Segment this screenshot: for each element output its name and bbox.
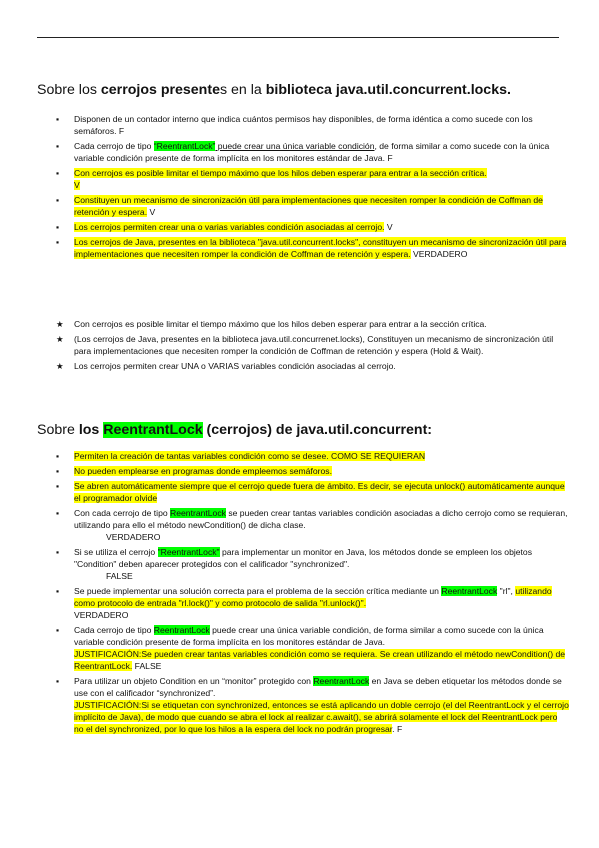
item-text: Disponen de un contador interno que indica cuántos permisos hay disponibles, de forma idéntica a como sucede con los semáforos. F bbox=[74, 114, 533, 136]
green-highlight: “ReentrantLock” bbox=[153, 141, 216, 151]
star-bullet-icon: ★ bbox=[56, 334, 64, 344]
item-text: , de forma similar a como sucede con la única variable condición presente de forma implícita en los monitores estándar de Java. F bbox=[74, 141, 550, 163]
heading-bold: los bbox=[78, 422, 104, 438]
list-item bbox=[0, 546, 599, 582]
list-item bbox=[0, 450, 599, 462]
section2-list bbox=[0, 450, 599, 738]
square-bullet-icon: ▪ bbox=[56, 222, 60, 232]
square-bullet-icon: ▪ bbox=[56, 195, 60, 205]
answer-label: V bbox=[147, 207, 156, 217]
list-item bbox=[0, 465, 599, 477]
list-item bbox=[0, 624, 599, 672]
square-bullet-icon: ▪ bbox=[56, 237, 60, 247]
list-item bbox=[0, 236, 599, 260]
answer-label: FALSE bbox=[106, 571, 133, 581]
item-text: Si se utiliza el cerrojo bbox=[74, 547, 158, 557]
justification-highlight: JUSTIFICACIÓN:Si se etiquetan con synchronized, entonces se está aplicando un doble cerrojo (el del ReentrantLock y el cerrojo implícito de Java), de modo que cuando se abra el lock al realizar c.await(), se abrirá solamente el lock del ReentrantLock pero no el del synchronized, por lo que los hilos a la espera del lock no podrán progresar bbox=[74, 700, 569, 734]
answer-label: VERDADERO bbox=[106, 532, 161, 542]
top-divider-line bbox=[37, 37, 559, 38]
heading-green-highlight: ReentrantLock bbox=[103, 422, 203, 438]
answer-label: FALSE bbox=[132, 661, 162, 671]
item-text: Con cerrojos es posible limitar el tiempo máximo que los hilos deben esperar para entrar a la sección crítica. bbox=[74, 319, 487, 329]
square-bullet-icon: ▪ bbox=[56, 168, 60, 178]
heading-part: Sobre los bbox=[37, 82, 101, 98]
square-bullet-icon: ▪ bbox=[56, 466, 60, 476]
yellow-highlight: Con cerrojos es posible limitar el tiempo máximo que los hilos deben esperar para entrar a la sección crítica. bbox=[74, 168, 487, 178]
answer-label: VERDADERO bbox=[410, 249, 468, 259]
answer-label: . F bbox=[392, 724, 403, 734]
item-text: Cada cerrojo de tipo bbox=[74, 625, 154, 635]
list-item bbox=[0, 140, 599, 164]
list-item bbox=[0, 113, 599, 137]
list-item bbox=[0, 167, 599, 191]
square-bullet-icon: ▪ bbox=[56, 451, 60, 461]
item-text: Los cerrojos permiten crear UNA o VARIAS variables condición asociadas al cerrojo. bbox=[74, 361, 396, 371]
green-highlight: "ReentrantLock" bbox=[157, 547, 220, 557]
list-item bbox=[0, 360, 599, 372]
heading-bold: (cerrojos) de java.util.concurrent: bbox=[202, 422, 433, 438]
justification-highlight: JUSTIFICACIÓN:Se pueden crear tantas variables condición como se requiera. Se crean utilizando el método newCondition() de ReentrantLock. bbox=[74, 649, 566, 671]
square-bullet-icon: ▪ bbox=[56, 508, 60, 518]
section1-list bbox=[0, 113, 599, 263]
square-bullet-icon: ▪ bbox=[56, 141, 60, 151]
section1-heading bbox=[37, 82, 511, 98]
yellow-highlight: Los cerrojos de Java, presentes en la biblioteca "java.util.concurrent.locks", constituyen un mecanismo de sincronización útil para implementaciones que necesiten romper la condición de Coffman de retención y espera. bbox=[74, 237, 567, 259]
item-text: puede crear una única variable condición, de forma similar a como sucede con la única variable condición presente de forma implícita en los monitores estándar de Java. bbox=[74, 625, 544, 647]
green-highlight: ReentrantLock bbox=[441, 586, 498, 596]
green-highlight: ReentrantLock bbox=[313, 676, 370, 686]
answer-label: V bbox=[74, 180, 80, 190]
section1-star-list bbox=[0, 318, 599, 375]
heading-bold: biblioteca java.util.concurrent.locks. bbox=[265, 82, 511, 98]
yellow-highlight: Constituyen un mecanismo de sincronización útil para implementaciones que necesiten romper la condición de Coffman de retención y espera. bbox=[74, 195, 543, 217]
yellow-highlight: Se abren automáticamente siempre que el cerrojo quede fuera de ámbito. Es decir, se ejecuta unlock() automáticamente aunque el programador olvide bbox=[74, 481, 565, 503]
star-bullet-icon: ★ bbox=[56, 361, 64, 371]
list-item bbox=[0, 318, 599, 330]
yellow-highlight: Permiten la creación de tantas variables condición como se desee. COMO SE REQUIERAN bbox=[74, 451, 426, 461]
item-text: Con cada cerrojo de tipo bbox=[74, 508, 171, 518]
list-item bbox=[0, 507, 599, 543]
list-item bbox=[0, 221, 599, 233]
answer-label: V bbox=[384, 222, 393, 232]
answer-label: VERDADERO bbox=[74, 610, 129, 620]
item-text: "rl", bbox=[497, 586, 516, 596]
list-item bbox=[0, 194, 599, 218]
item-text: para implementar un monitor en Java, los métodos donde se empleen los objetos "Condition" deben aparecer protegidos con el calificador "synchronized". bbox=[74, 547, 533, 569]
yellow-highlight: utilizando como protocolo de entrada "rl.lock()" y como protocolo de salida "rl.unlock()". bbox=[74, 586, 552, 608]
item-text: en Java se deben etiquetar los métodos donde se use con el calificador “synchronized”. bbox=[74, 676, 562, 698]
star-bullet-icon: ★ bbox=[56, 319, 64, 329]
item-text: Para utilizar un objeto Condition en un “monitor” protegido con bbox=[74, 676, 314, 686]
square-bullet-icon: ▪ bbox=[56, 481, 60, 491]
heading-part: s en la bbox=[219, 82, 266, 98]
list-item bbox=[0, 585, 599, 621]
item-text: (Los cerrojos de Java, presentes en la biblioteca java.util.concurrenet.locks), Constituyen un mecanismo de sincronización útil para implementaciones que necesiten romper la condición de Coffman de retención y espera (Hold & Wait). bbox=[74, 334, 554, 356]
square-bullet-icon: ▪ bbox=[56, 586, 60, 596]
item-text: se pueden crear tantas variables condición asociadas a dicho cerrojo como se requieran, utilizando para ello el método newCondition() de dicha clase. bbox=[74, 508, 568, 530]
green-highlight: ReentrantLock bbox=[170, 508, 226, 518]
list-item bbox=[0, 333, 599, 357]
square-bullet-icon: ▪ bbox=[56, 625, 60, 635]
section2-heading bbox=[37, 422, 432, 438]
square-bullet-icon: ▪ bbox=[56, 547, 60, 557]
square-bullet-icon: ▪ bbox=[56, 676, 60, 686]
heading-part: Sobre bbox=[37, 422, 79, 438]
heading-bold: cerrojos presente bbox=[100, 82, 220, 98]
underlined-text: puede crear una única variable condición bbox=[215, 141, 375, 151]
yellow-highlight: Los cerrojos permiten crear una o varias variables condición asociadas al cerrojo. bbox=[74, 222, 385, 232]
list-item bbox=[0, 675, 599, 735]
item-text: Se puede implementar una solución correcta para el problema de la sección crítica mediante un bbox=[74, 586, 442, 596]
yellow-highlight: No pueden emplearse en programas donde empleemos semáforos. bbox=[74, 466, 332, 476]
green-highlight: ReentrantLock bbox=[153, 625, 210, 635]
list-item bbox=[0, 480, 599, 504]
square-bullet-icon: ▪ bbox=[56, 114, 60, 124]
item-text: Cada cerrojo de tipo bbox=[74, 141, 154, 151]
